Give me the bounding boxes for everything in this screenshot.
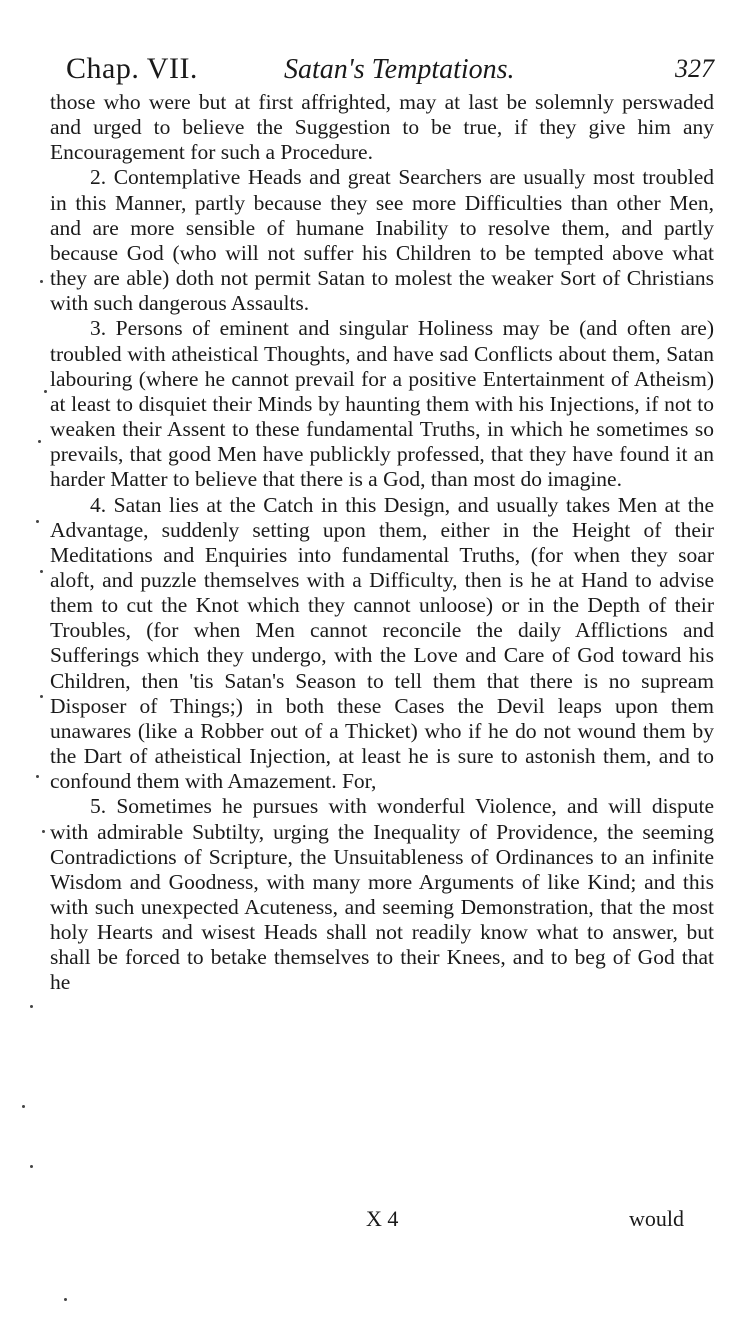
running-title: Satan's Temptations. <box>284 54 515 85</box>
paragraph-4: 4. Satan lies at the Catch in this Design, and usually takes Men at the Advantage, suddenly setting upon them, either in the Height of their Meditations and Enquiries into fundamental Truths, (for when they soar aloft, and puzzle themselves with a Difficulty, then is he at Hand to advise them to cut the Knot which they cannot unloose) or in the Depth of their Troubles, (for when Men cannot reconcile the daily Afflictions and Sufferings which they undergo, with the Love and Care of God toward his Children, then 'tis Satan's Season to tell them that there is no supream Disposer of Things;) in both these Cases the Devil leaps upon them unawares (like a Robber out of a Thicket) who if he do not wound them by the Dart of atheistical Injection, at least he is sure to astonish them, and to confound them with Amazement. For, <box>50 492 714 794</box>
paragraph-5: 5. Sometimes he pursues with wonderful Violence, and will dispute with admirable Subtilty, urging the Inequality of Providence, the seeming Contradictions of Scripture, the Unsuitableness of Ordinances to an infinite Wisdom and Goodness, with many more Arguments of like Kind; and this with such unexpected Acuteness, and seeming Demonstration, that the most holy Hearts and wisest Heads shall not readily know what to answer, but shall be forced to betake themselves to their Knees, and to beg of God that he <box>50 794 714 995</box>
page-number: 327 <box>675 54 714 83</box>
catchword: would <box>629 1206 684 1231</box>
paragraph-continuation: those who were but at first affrighted, may at last be solemnly perswaded and urged to believe the Suggestion to be true, if they give him any Encouragement for such a Procedure. <box>50 90 714 165</box>
chapter-label: Chap. VII. <box>66 52 198 85</box>
body-text <box>50 90 714 996</box>
signature-mark: X 4 <box>366 1206 399 1231</box>
paragraph-2: 2. Contemplative Heads and great Searchers are usually most troubled in this Manner, partly because they see more Difficulties than other Men, and are more sensible of humane Inability to resolve them, and partly because God (who will not suffer his Children to be tempted above what they are able) doth not permit Satan to molest the weaker Sort of Christians with such dangerous Assaults. <box>50 165 714 316</box>
paragraph-3: 3. Persons of eminent and singular Holiness may be (and often are) troubled with atheistical Thoughts, and have sad Conflicts about them, Satan labouring (where he cannot prevail for a positive Entertainment of Atheism) at least to disquiet their Minds by haunting them with his Injections, if not to weaken their Assent to these fundamental Truths, in which he sometimes so prevails, that good Men have publickly professed, that they have found it an harder Matter to believe that there is a God, than most do imagine. <box>50 316 714 492</box>
